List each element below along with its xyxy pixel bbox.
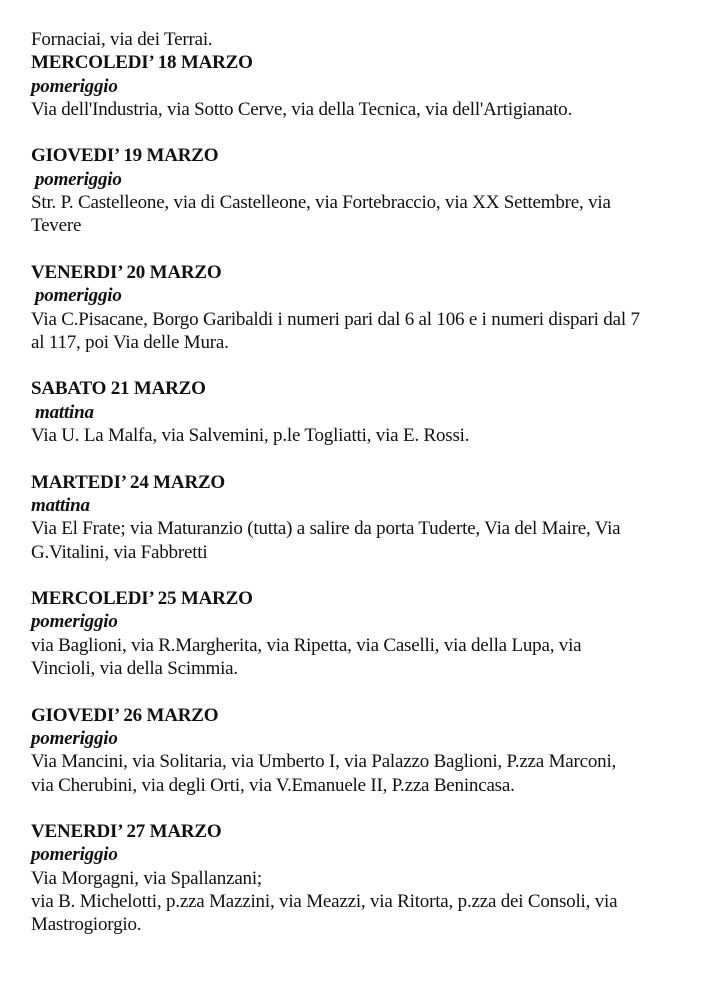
- document-page: [31, 28, 711, 937]
- section-date-heading: MARTEDI’ 24 MARZO: [31, 471, 226, 493]
- street-list-line: Via dell'Industria, via Sotto Cerve, via della Tecnica, via dell'Artigianato.: [31, 98, 573, 120]
- schedule-section: [31, 587, 711, 680]
- street-list-line: via Baglioni, via R.Margherita, via Ripetta, via Caselli, via della Lupa, via: [31, 634, 582, 656]
- street-list-line: Via C.Pisacane, Borgo Garibaldi i numeri pari dal 6 al 106 e i numeri dispari dal 7: [31, 308, 640, 330]
- section-time-of-day: pomeriggio: [31, 844, 118, 866]
- schedule-section: [31, 144, 711, 237]
- section-date-heading: VENERDI’ 27 MARZO: [31, 821, 222, 843]
- section-time-of-day: pomeriggio: [35, 168, 122, 190]
- schedule-section: [31, 471, 711, 564]
- schedule-section: [31, 377, 711, 447]
- street-list-line: Vincioli, via della Scimmia.: [31, 658, 238, 680]
- section-date-heading: GIOVEDI’ 19 MARZO: [31, 145, 219, 167]
- section-date-heading: MERCOLEDI’ 18 MARZO: [31, 52, 253, 74]
- street-list-line: al 117, poi Via delle Mura.: [31, 331, 229, 353]
- schedule-section: [31, 704, 711, 797]
- section-date-heading: GIOVEDI’ 26 MARZO: [31, 704, 219, 726]
- street-list-line: Str. P. Castelleone, via di Castelleone, via Fortebraccio, via XX Settembre, via: [31, 192, 611, 214]
- section-time-of-day: mattina: [31, 494, 90, 516]
- street-list-line: Via Mancini, via Solitaria, via Umberto I, via Palazzo Baglioni, P.zza Marconi,: [31, 751, 617, 773]
- street-list-line: Via El Frate; via Maturanzio (tutta) a salire da porta Tuderte, Via del Maire, Via: [31, 518, 621, 540]
- section-time-of-day: pomeriggio: [31, 75, 118, 97]
- street-list-line: Via U. La Malfa, via Salvemini, p.le Togliatti, via E. Rossi.: [31, 425, 470, 447]
- schedule-section: [31, 51, 711, 121]
- intro-text: [31, 28, 711, 51]
- section-time-of-day: pomeriggio: [35, 285, 122, 307]
- section-time-of-day: mattina: [35, 401, 94, 423]
- street-list-line: G.Vitalini, via Fabbretti: [31, 541, 208, 563]
- street-list-line: via B. Michelotti, p.zza Mazzini, via Meazzi, via Ritorta, p.zza dei Consoli, via: [31, 890, 618, 912]
- section-date-heading: VENERDI’ 20 MARZO: [31, 261, 222, 283]
- street-list-line: via Cherubini, via degli Orti, via V.Emanuele II, P.zza Benincasa.: [31, 774, 515, 796]
- section-date-heading: MERCOLEDI’ 25 MARZO: [31, 588, 253, 610]
- street-list-line: Via Morgagni, via Spallanzani;: [31, 867, 263, 889]
- schedule-sections: [31, 51, 711, 936]
- schedule-section: [31, 820, 711, 936]
- section-date-heading: SABATO 21 MARZO: [31, 378, 206, 400]
- text-line: Fornaciai, via dei Terrai.: [31, 29, 213, 50]
- street-list-line: Mastrogiorgio.: [31, 914, 142, 936]
- section-time-of-day: pomeriggio: [31, 727, 118, 749]
- schedule-section: [31, 261, 711, 354]
- street-list-line: Tevere: [31, 215, 82, 237]
- section-time-of-day: pomeriggio: [31, 611, 118, 633]
